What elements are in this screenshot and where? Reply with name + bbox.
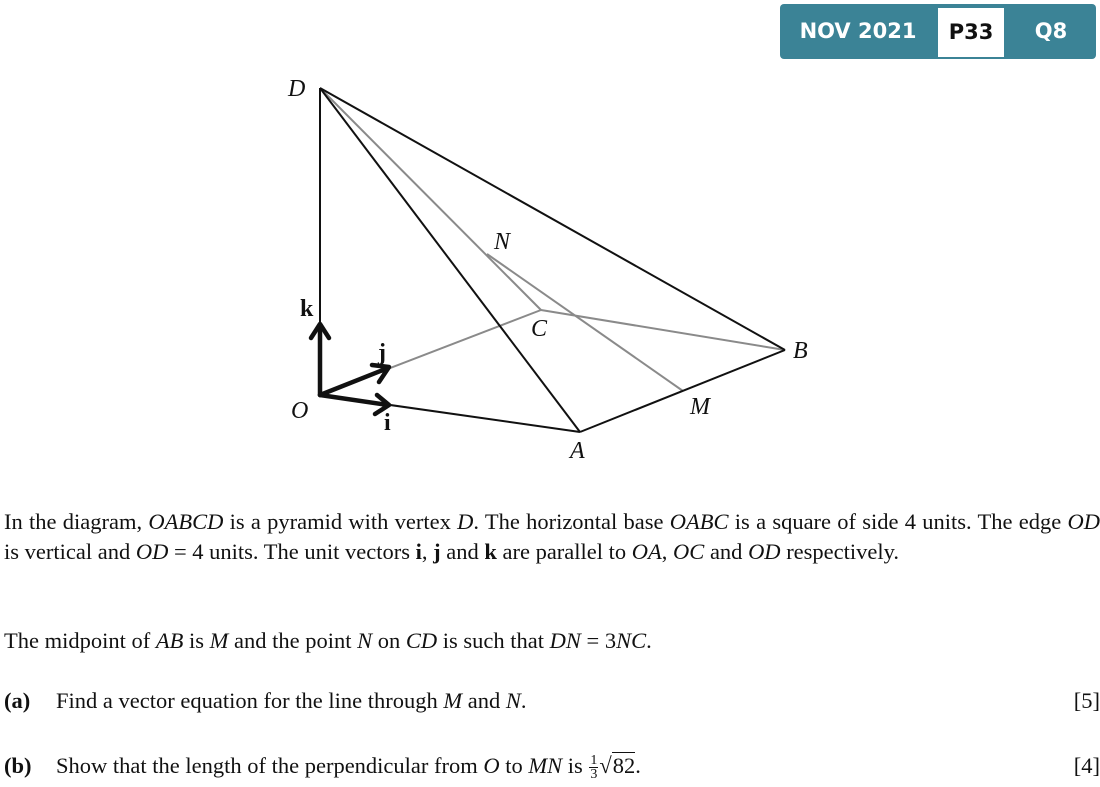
midpoint-statement xyxy=(4,626,1100,656)
math-M: M xyxy=(209,628,229,653)
question-stem xyxy=(4,507,1100,567)
label-A: A xyxy=(570,438,585,464)
text-run: , xyxy=(661,539,674,564)
part-b-label: (b) xyxy=(4,753,32,778)
text-run: is a pyramid with vertex xyxy=(223,509,458,534)
math-OA: OA xyxy=(631,539,662,564)
math-D: D xyxy=(457,509,474,534)
text-run: . The horizontal base xyxy=(473,509,670,534)
fraction-numerator: 1 xyxy=(590,753,598,769)
text-run: on xyxy=(372,628,406,653)
text-run: The midpoint of xyxy=(4,628,156,653)
math-O: O xyxy=(483,753,500,778)
edge-DB xyxy=(320,88,785,350)
text-run: is xyxy=(183,628,210,653)
text-run: In the diagram, xyxy=(4,509,149,534)
text-run: is xyxy=(562,753,589,778)
badge-question: Q8 xyxy=(1034,19,1068,43)
badge-date: NOV 2021 xyxy=(799,19,917,43)
unit-vector-i xyxy=(320,395,389,414)
fraction-denominator: 3 xyxy=(590,767,598,783)
sqrt-symbol: √ xyxy=(599,753,612,778)
math-OD: OD xyxy=(135,539,169,564)
text-run: = 3 xyxy=(580,628,617,653)
math-AB: AB xyxy=(155,628,184,653)
math-OD: OD xyxy=(748,539,781,564)
text-run: Find a vector equation for the line through xyxy=(56,688,444,713)
text-run: are parallel to xyxy=(496,539,632,564)
part-a xyxy=(4,686,1100,716)
text-run: and xyxy=(704,539,749,564)
math-OC: OC xyxy=(673,539,705,564)
edge-DC xyxy=(320,88,541,310)
label-i: i xyxy=(384,410,391,436)
text-run: is a square of side 4 units. The edge xyxy=(728,509,1068,534)
math-OABC: OABC xyxy=(669,509,729,534)
math-M: M xyxy=(443,688,463,713)
text-run: . xyxy=(646,628,652,653)
label-k: k xyxy=(300,296,314,322)
text-run: is vertical and xyxy=(4,539,136,564)
label-j: j xyxy=(378,340,386,366)
math-N: N xyxy=(357,628,373,653)
label-C: C xyxy=(531,316,548,342)
label-D: D xyxy=(288,76,306,102)
text-run: is such that xyxy=(437,628,550,653)
label-O: O xyxy=(291,398,309,424)
text-run: = 4 units. The unit vectors xyxy=(168,539,416,564)
math-DN: DN xyxy=(549,628,581,653)
math-NC: NC xyxy=(616,628,647,653)
part-b xyxy=(4,751,1100,781)
text-run: . xyxy=(520,688,527,713)
part-b-marks: [4] xyxy=(1073,753,1100,778)
text-run: and xyxy=(440,539,485,564)
text-run: and the point xyxy=(228,628,358,653)
text-run: Show that the length of the perpendicular from xyxy=(56,753,484,778)
part-a-marks: [5] xyxy=(1073,688,1100,713)
unit-vector-k xyxy=(311,324,329,395)
math-MN: MN xyxy=(528,753,563,778)
vector-i: i xyxy=(415,539,422,564)
part-a-label: (a) xyxy=(4,688,31,713)
label-B: B xyxy=(793,338,808,364)
badge-paper: P33 xyxy=(938,8,1004,57)
edge-AB xyxy=(580,350,785,432)
text-run: respectively. xyxy=(780,539,900,564)
line-NM xyxy=(487,254,683,391)
math-CD: CD xyxy=(405,628,438,653)
vector-k: k xyxy=(484,539,497,564)
label-M: M xyxy=(690,394,710,420)
sqrt-radicand: 82 xyxy=(612,753,636,778)
math-OD: OD xyxy=(1067,509,1100,534)
text-run: and xyxy=(462,688,506,713)
text-run: , xyxy=(421,539,434,564)
text-run: . xyxy=(635,753,641,778)
label-N: N xyxy=(494,229,511,255)
math-OABCD: OABCD xyxy=(148,509,224,534)
math-N: N xyxy=(505,688,521,713)
text-run: to xyxy=(499,753,529,778)
unit-vector-j xyxy=(320,365,389,395)
fraction-one-third xyxy=(589,754,598,781)
vector-j: j xyxy=(433,539,441,564)
